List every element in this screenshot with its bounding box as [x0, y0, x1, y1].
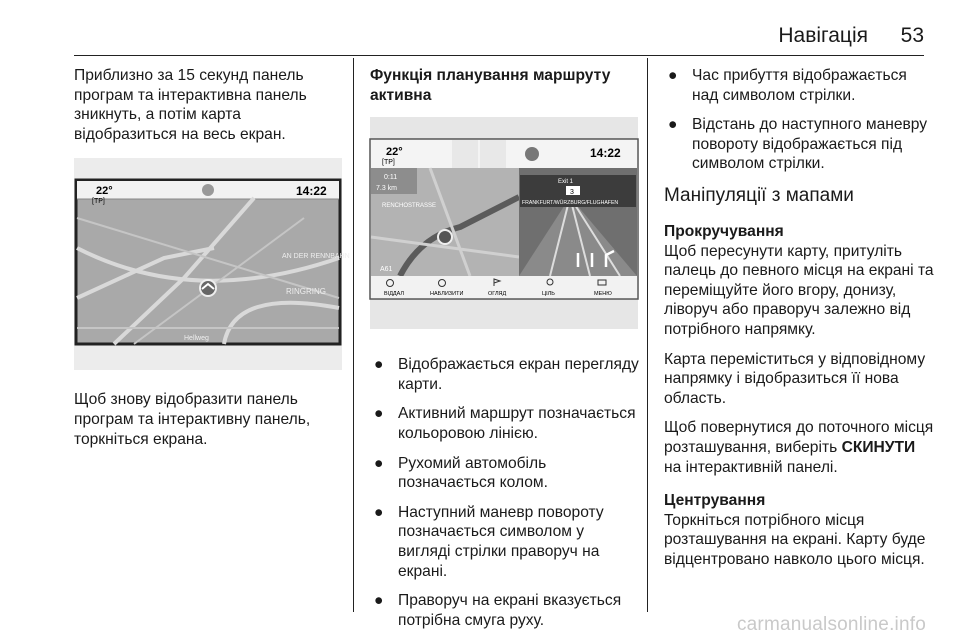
paragraph: Приблизно за 15 секунд панель програм та інтерактивна панель зникнуть, а потім карта відобразиться на весь екран. — [74, 67, 307, 143]
paragraph: Щоб пересунути карту, притуліть палець до певного місця на екрані та переміщуйте його вгору, донизу, ліворуч або праворуч залежно від потрібного напрямку. — [664, 242, 934, 338]
direction-label: FRANKFURT/WÜRZBURG/FLUGHAFEN — [522, 200, 619, 207]
page-number: 53 — [900, 24, 924, 47]
road-label: AN DER RENNBAHN — [282, 253, 350, 261]
clock-label: 14:22 — [296, 184, 327, 199]
exit-label: Exit 1 — [558, 179, 574, 186]
destination-button[interactable]: ЦІЛЬ — [542, 291, 555, 298]
temperature-label: 22° — [386, 146, 403, 159]
section-heading: Функція планування маршруту активна — [370, 67, 611, 104]
watermark: carmanualsonline.info — [736, 614, 926, 635]
list-item: ● Праворуч на екрані вказується потрібна смуга руху. — [374, 592, 622, 629]
overview-button[interactable]: ОГЛЯД — [488, 291, 507, 298]
distance-label: 7.3 km — [376, 185, 398, 193]
subsection-heading: Центрування — [664, 492, 766, 510]
paragraph: Карта переміститься у відповідному напрямку і відобразиться її нова область. — [664, 350, 926, 407]
route-guidance-screenshot — [370, 117, 638, 329]
clock-label: 14:22 — [590, 146, 621, 161]
exit-number: 3 — [570, 189, 574, 197]
list-item: ● Наступний маневр повороту позначається символом у вигляді стрілки праворуч на екрані. — [374, 503, 604, 580]
tp-label: [TP] — [92, 198, 105, 206]
road-label: A61 — [380, 266, 393, 274]
list-item: ● Активний маршрут позначається кольоровою лінією. — [374, 405, 636, 442]
map-fullscreen-screenshot — [74, 158, 350, 370]
temperature-label: 22° — [96, 185, 113, 198]
column-divider — [353, 58, 354, 612]
subsection-heading: Прокручування — [664, 222, 784, 240]
paragraph: Торкніться потрібного місця розташування на екрані. Карту буде відцентровано навколо цього місця. — [664, 511, 926, 568]
paragraph: Щоб знову відобразити панель програм та інтерактивну панель, торкніться екрана. — [74, 391, 311, 448]
page-title: Навігація — [778, 24, 868, 47]
menu-button[interactable]: МЕНЮ — [594, 291, 612, 298]
zoom-in-button[interactable]: НАБЛИЗИТИ — [430, 291, 464, 298]
section-heading: Маніпуляції з мапами — [664, 184, 854, 206]
road-label: Hellweg — [184, 335, 209, 343]
list-item: ● Час прибуття відображається над символом стрілки. — [668, 67, 907, 104]
zoom-out-button[interactable]: ВІДДАЛ — [384, 291, 405, 298]
reset-keyword: СКИНУТИ — [841, 438, 916, 456]
road-label: RINGRING — [286, 287, 326, 297]
paragraph: Щоб повернутися до поточного місця розташування, виберіть СКИНУТИ на інтерактивній панелі. — [664, 419, 934, 476]
column-divider — [647, 58, 648, 612]
list-item: ● Рухомий автомобіль позначається колом. — [374, 454, 548, 492]
tp-label: [TP] — [382, 159, 395, 167]
street-label: RENCHOSTRASSE — [382, 203, 437, 210]
column-1 — [74, 66, 350, 459]
column-2 — [370, 66, 640, 640]
header-rule — [74, 55, 924, 56]
eta-label: 0:11 — [384, 174, 398, 182]
list-item: ● Відстань до наступного маневру повороту відображається під символом стрілки. — [668, 116, 928, 173]
column-3 — [664, 66, 934, 579]
list-item: ● Відображається екран перегляду карти. — [374, 356, 639, 393]
